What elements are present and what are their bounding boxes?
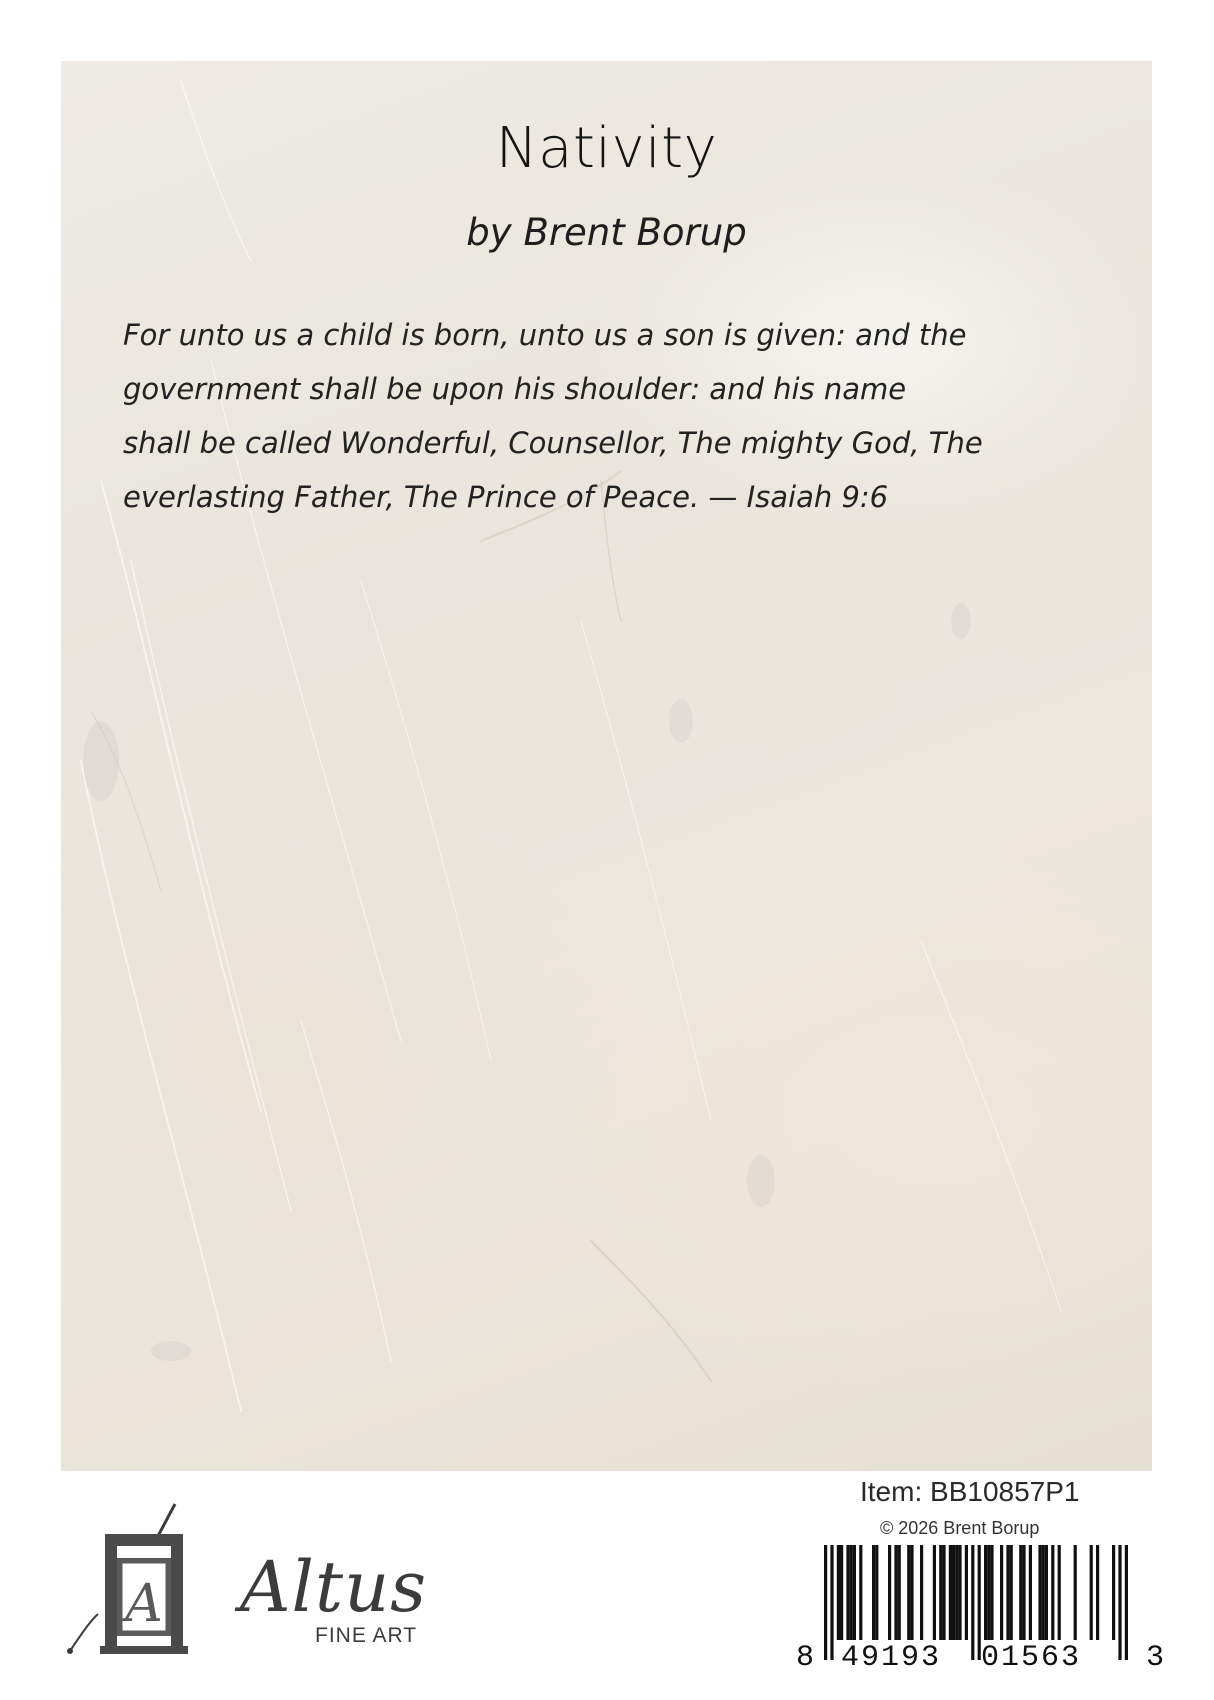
fine-art-label: FINE ART (315, 1624, 418, 1647)
barcode-bar (1038, 1545, 1041, 1640)
marble-background (61, 61, 1152, 1471)
barcode-bar (1090, 1545, 1093, 1640)
barcode-bar (1000, 1545, 1003, 1640)
barcode-bar (1125, 1545, 1128, 1660)
barcode-bar (958, 1545, 961, 1640)
barcode-bar (933, 1545, 936, 1640)
marble-veins-decoration (61, 61, 1152, 1471)
barcode-bar (939, 1545, 942, 1640)
barcode-bar (942, 1545, 945, 1640)
altus-logo-icon (60, 1496, 200, 1661)
barcode-bar (920, 1545, 923, 1640)
barcode-bar (952, 1545, 955, 1640)
barcode-right-group: 01563 (981, 1641, 1082, 1675)
barcode-bar (1074, 1545, 1077, 1640)
barcode-bar (872, 1545, 875, 1640)
barcode-bar (888, 1545, 891, 1640)
barcode-bar (1006, 1545, 1009, 1640)
barcode-bar (1019, 1545, 1022, 1640)
barcode-bar (984, 1545, 987, 1640)
barcode-bar (894, 1545, 897, 1640)
barcode-bar (971, 1545, 974, 1660)
barcode-left-group: 49193 (841, 1641, 942, 1675)
barcode-first-digit: 8 (796, 1641, 815, 1675)
altus-logo (60, 1496, 440, 1661)
copyright-notice: © 2026 Brent Borup (880, 1518, 1040, 1538)
barcode-bar (910, 1545, 913, 1640)
barcode-check-digit: 3 (1146, 1641, 1165, 1675)
verse-line: everlasting Father, The Prince of Peace. — Isaiah 9:6 (123, 480, 889, 514)
artwork-title: Nativity (495, 116, 718, 181)
verse-line: For unto us a child is born, unto us a son is given: and the (123, 318, 967, 352)
barcode-bar (1118, 1545, 1121, 1660)
barcode-bar (1010, 1545, 1013, 1640)
svg-text:A: A (125, 1574, 163, 1634)
barcode-bar (987, 1545, 990, 1640)
barcode-bar (859, 1545, 862, 1640)
artist-byline: by Brent Borup (466, 211, 747, 254)
verse-line: shall be called Wonderful, Counsellor, The mighty God, The (123, 426, 983, 460)
barcode-bar (965, 1545, 968, 1640)
barcode-bar (1045, 1545, 1048, 1640)
barcode-bar (1051, 1545, 1054, 1640)
barcode-bar (837, 1545, 840, 1640)
verse-line: government shall be upon his shoulder: and his name (123, 372, 907, 406)
barcode-bar (840, 1545, 843, 1640)
barcode-bar (898, 1545, 901, 1640)
barcode (796, 1545, 1168, 1680)
barcode-bar (949, 1545, 952, 1640)
scripture-verse (123, 308, 1123, 524)
barcode-bar (1058, 1545, 1061, 1640)
altus-wordmark: Altus (240, 1546, 428, 1628)
barcode-bar (853, 1545, 856, 1640)
barcode-bar (1029, 1545, 1032, 1640)
barcode-bar (955, 1545, 958, 1640)
barcode-bar (907, 1545, 910, 1640)
barcode-bar (875, 1545, 878, 1640)
barcode-bar (1096, 1545, 1099, 1640)
barcode-bar (824, 1545, 827, 1660)
barcode-bar (850, 1545, 853, 1640)
barcode-bar (990, 1545, 993, 1640)
barcode-bar (1022, 1545, 1025, 1640)
barcode-bar (846, 1545, 849, 1640)
barcode-bar (1042, 1545, 1045, 1640)
item-number: Item: BB10857P1 (860, 1476, 1080, 1507)
barcode-bar (830, 1545, 833, 1660)
barcode-bar (1112, 1545, 1115, 1640)
